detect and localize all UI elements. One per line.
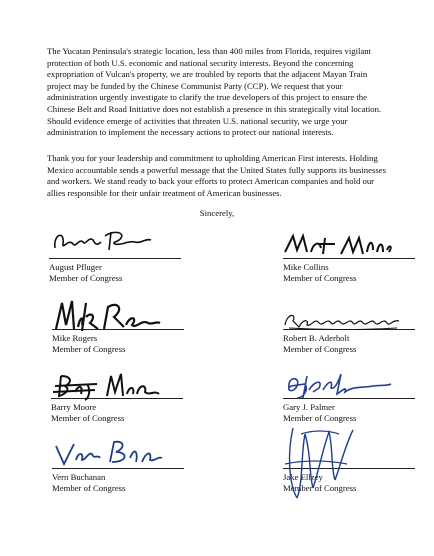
signatory-title: Member of Congress bbox=[283, 273, 357, 283]
signatory-name: Barry Moore bbox=[51, 402, 97, 412]
signatory-title: Member of Congress bbox=[283, 413, 357, 423]
body-paragraph-2: Thank you for your leadership and commitment to upholding American First interests. Holding Mexico accountable sends a powerful message that the United States fully supports its businesses and workers. We stand ready to back your efforts to protect American companies and hold our allies responsible for their unfair treatment of American businesses. bbox=[47, 153, 386, 198]
signatory-name: Vern Buchanan bbox=[52, 472, 106, 482]
signatory-title: Member of Congress bbox=[51, 413, 125, 423]
signatory-name: Mike Rogers bbox=[52, 333, 98, 343]
signature-block-palmer bbox=[283, 398, 433, 424]
signature-block-pfluger bbox=[49, 258, 199, 284]
signature-block-ellzey bbox=[283, 468, 433, 494]
signatory-name: Mike Collins bbox=[283, 262, 329, 272]
signatory-name: Jake Ellzey bbox=[283, 472, 323, 482]
handwritten-signature-rogers bbox=[52, 299, 162, 335]
signatory-title: Member of Congress bbox=[49, 273, 123, 283]
closing-salutation: Sincerely, bbox=[199, 208, 235, 218]
body-paragraph-1: The Yucatan Peninsula's strategic location, less than 400 miles from Florida, requires vigilant protection of both U.S. economic and national security interests. Beyond the concerning expropriation of Vulcan's property, we are troubled by reports that the adjacent Mayan Train project may be funded by the Chinese Communist Party (CCP). We request that your administration urgently investigate to clarify the true developers of this project to ensure the Chinese Belt and Road Initiative does not establish a presence in this strategically vital location. Should evidence emerge of activities that threaten U.S. national security, we urge your administration to implement the necessary actions to protect our national interests. bbox=[47, 46, 382, 138]
signature-block-moore bbox=[51, 398, 201, 424]
signatory-title: Member of Congress bbox=[52, 344, 126, 354]
handwritten-signature-palmer bbox=[283, 370, 393, 400]
signatory-name: Gary J. Palmer bbox=[283, 402, 335, 412]
handwritten-signature-ellzey bbox=[283, 424, 363, 504]
signature-block-buchanan bbox=[52, 468, 202, 494]
handwritten-signature-aderholt bbox=[283, 311, 403, 333]
signatory-title: Member of Congress bbox=[52, 483, 126, 493]
handwritten-signature-collins bbox=[283, 230, 393, 260]
signature-block-collins bbox=[283, 258, 433, 284]
signature-block-rogers bbox=[52, 329, 202, 355]
handwritten-signature-pfluger bbox=[49, 224, 169, 256]
signatory-name: Robert B. Aderholt bbox=[283, 333, 350, 343]
signatory-name: August Pfluger bbox=[49, 262, 102, 272]
handwritten-signature-moore bbox=[51, 370, 161, 400]
signatory-title: Member of Congress bbox=[283, 344, 357, 354]
signatory-title: Member of Congress bbox=[283, 483, 357, 493]
signature-block-aderholt bbox=[283, 329, 433, 355]
handwritten-signature-buchanan bbox=[52, 438, 162, 470]
